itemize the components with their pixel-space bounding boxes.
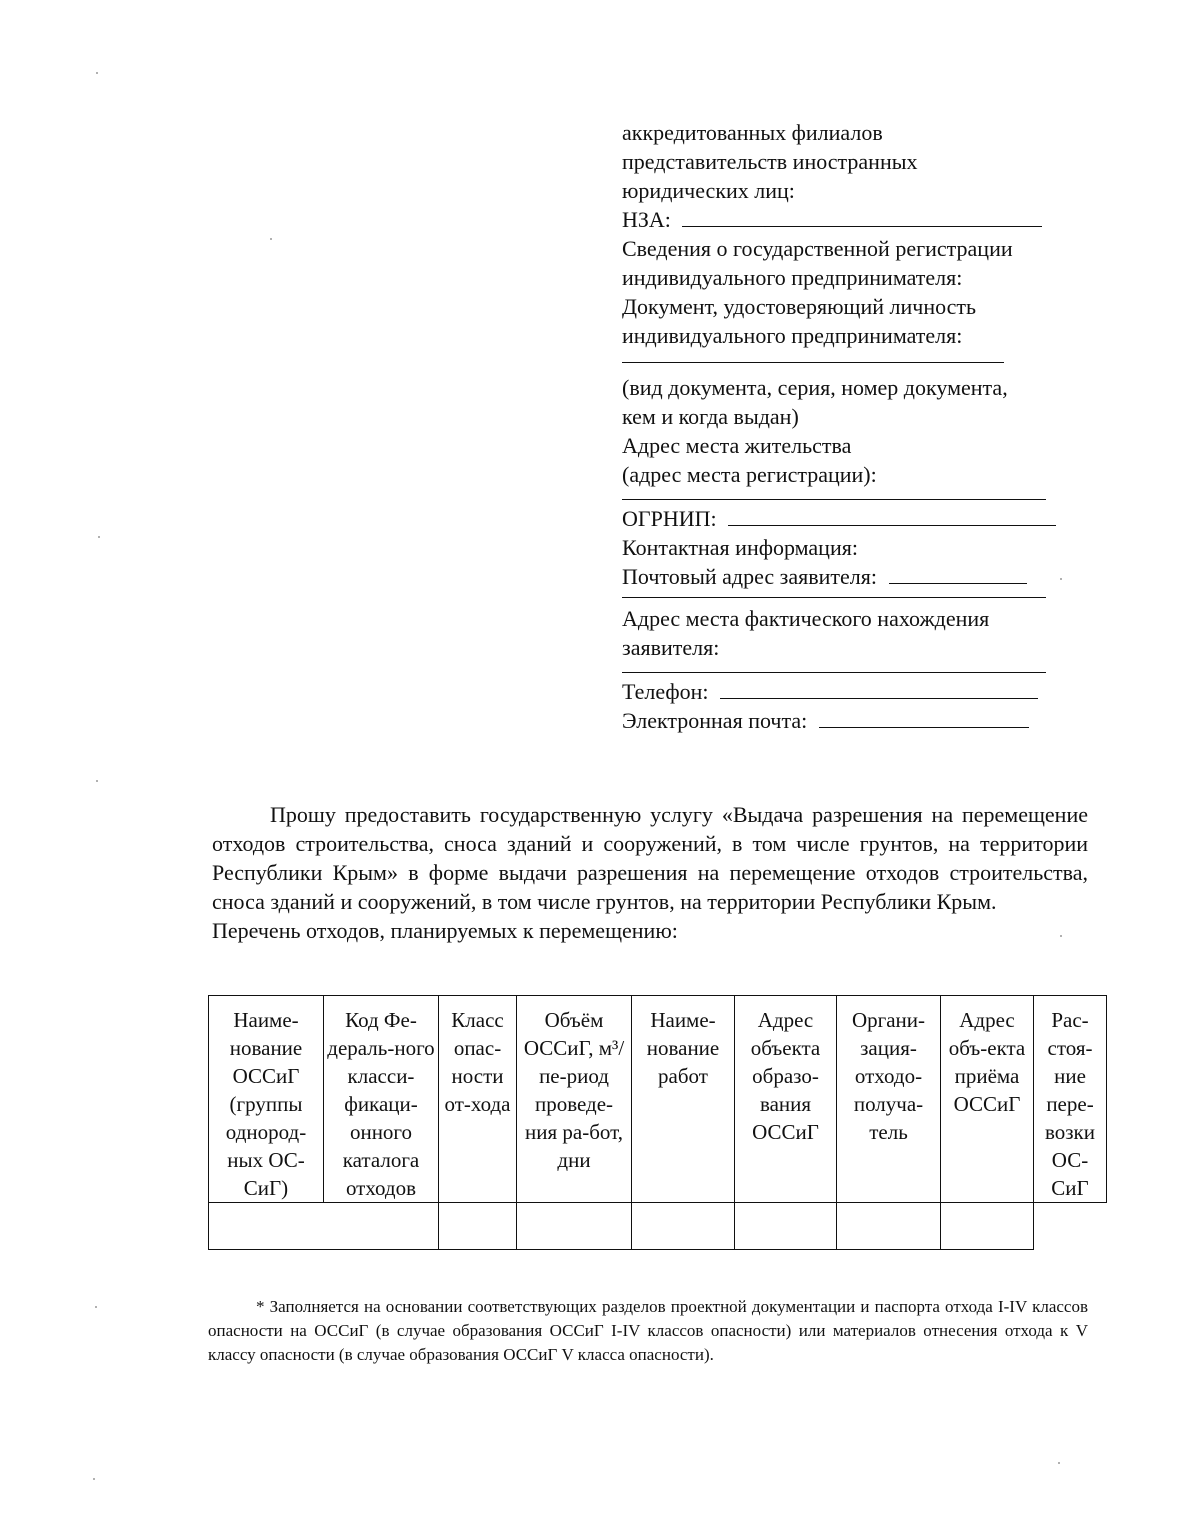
applicant-text-line: представительств иностранных [622,149,918,174]
scan-speck [96,72,98,74]
actual-address-label-cont: заявителя: [622,635,720,660]
table-cell-empty[interactable] [735,1203,837,1250]
ogrnip-fill-line[interactable] [728,507,1056,526]
table-header-cell: Адрес объ-екта приёма ОССиГ [941,996,1034,1203]
table-header-row [209,996,1107,1203]
scan-speck [96,780,98,782]
footnote-block [208,1295,1088,1367]
ogrnip-row [622,504,1082,533]
id-document-hint-cont: кем и когда выдан) [622,404,799,429]
footnote-text: * Заполняется на основании соответствующих разделов проектной документации и паспорта отхода I-IV классов опасности на ОССиГ (в случае образования ОССиГ I-IV классов опасности) или материалов отнесения отхода к V классу опасности (в случае образования ОССиГ V класса опасности). [208,1297,1088,1364]
table-header-cell: Наиме-нование работ [632,996,735,1203]
scan-speck [270,238,272,240]
scan-speck [93,1478,95,1480]
applicant-text-line: аккредитованных филиалов [622,120,883,145]
table-header-cell: Наиме-нование ОССиГ (группы однород-ных ОС-СиГ) [209,996,324,1203]
table-header-cell: Адрес объекта образо-вания ОССиГ [735,996,837,1203]
table-cell-empty[interactable] [517,1203,632,1250]
table-cell-empty[interactable] [439,1203,517,1250]
phone-fill-line[interactable] [720,680,1038,699]
applicant-text-line: юридических лиц: [622,178,795,203]
waste-table [208,995,1107,1250]
applicant-info-block [622,118,1082,735]
email-row [622,706,1082,735]
residence-address-label: Адрес места жительства [622,433,852,458]
phone-label: Телефон: [622,679,709,704]
email-fill-line[interactable] [819,709,1029,728]
scan-speck [1060,578,1062,580]
postal-address-row [622,562,1082,591]
request-paragraph-block [212,800,1088,945]
phone-row [622,677,1082,706]
postal-address-label: Почтовый адрес заявителя: [622,564,878,589]
scan-speck [98,536,100,538]
table-header-cell: Код Фе-дераль-ного класси-фикаци-онного каталога отходов [324,996,439,1203]
registration-label: Сведения о государственной регистрации [622,236,1013,261]
table-cell-empty[interactable] [632,1203,735,1250]
request-paragraph: Прошу предоставить государственную услугу «Выдача разрешения на перемещение отходов строительства, сноса зданий и сооружений, в том числе грунтов, на территории Республики Крым» в форме выдачи разрешения на перемещение отходов строительства, сноса зданий и сооружений, в том числе грунтов, на территории Республики Крым. [212,802,1088,914]
table-row [209,1203,1107,1250]
postal-address-fill-line-2[interactable] [622,597,1046,598]
table-header-cell: Объём ОССиГ, м³/пе-риод проведе-ния ра-бот, дни [517,996,632,1203]
actual-address-label: Адрес места фактического нахождения [622,606,990,631]
scan-speck [1060,935,1062,937]
id-document-hint: (вид документа, серия, номер документа, [622,375,1008,400]
email-label: Электронная почта: [622,708,808,733]
waste-list-title: Перечень отходов, планируемых к перемещению: [212,918,678,943]
residence-address-label-cont: (адрес места регистрации): [622,462,877,487]
scan-speck [1058,1462,1060,1464]
id-document-label: Документ, удостоверяющий личность [622,294,977,319]
table-cell-empty[interactable] [209,1203,439,1250]
id-document-label-cont: индивидуального предпринимателя: [622,323,963,348]
residence-address-fill-line[interactable] [622,499,1046,500]
registration-label-cont: индивидуального предпринимателя: [622,265,963,290]
table-cell-empty[interactable] [941,1203,1034,1250]
table-header-cell: Класс опас-ности от-хода [439,996,517,1203]
nza-row [622,205,1082,234]
nza-label: НЗА: [622,207,671,232]
contact-info-label: Контактная информация: [622,535,858,560]
table-cell-empty[interactable] [837,1203,941,1250]
ogrnip-label: ОГРНИП: [622,506,717,531]
scan-speck [95,1306,97,1308]
nza-fill-line[interactable] [682,208,1042,227]
postal-address-fill-line[interactable] [889,565,1027,584]
table-header-cell: Рас-стоя-ние пере-возки ОС-СиГ [1034,996,1107,1203]
id-document-fill-line[interactable] [622,362,1004,363]
table-header-cell: Органи-зация-отходо-получа-тель [837,996,941,1203]
actual-address-fill-line[interactable] [622,672,1046,673]
